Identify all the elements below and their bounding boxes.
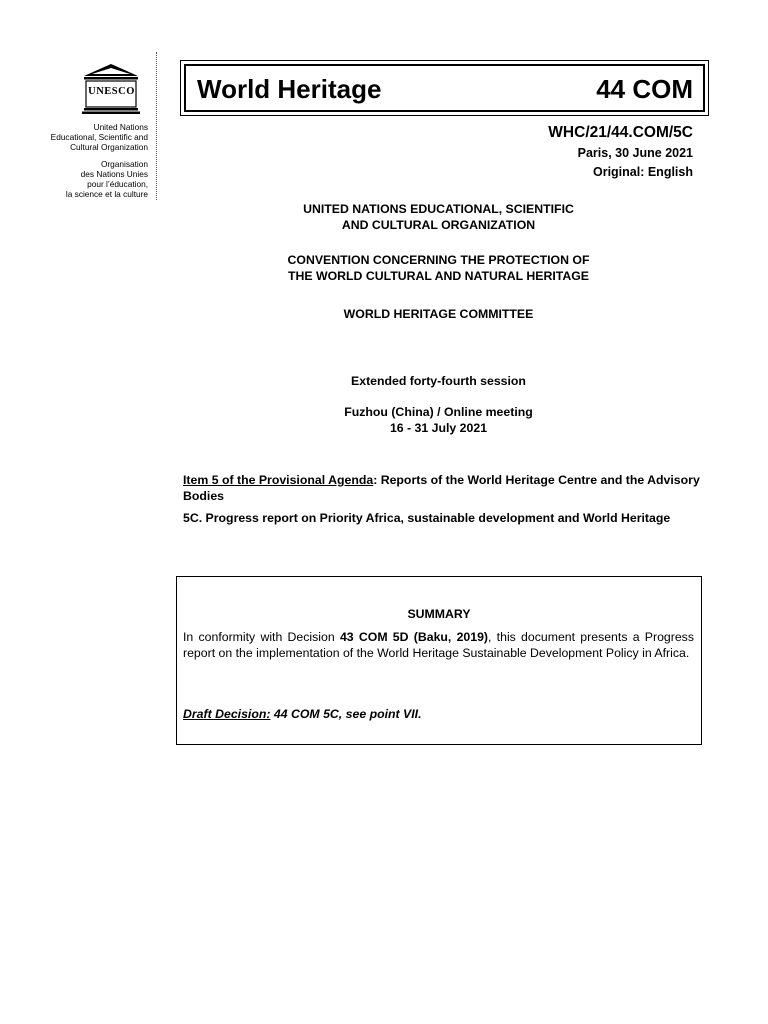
session-dates: 16 - 31 July 2021 <box>389 420 488 435</box>
agenda-item-label: Item 5 of the Provisional Agenda <box>183 473 374 487</box>
draft-decision-text: 44 COM 5C, see point VII. <box>270 707 422 721</box>
original-language: Original: English <box>592 165 693 179</box>
session-name: Extended forty-fourth session <box>351 374 526 388</box>
convention-line: CONVENTION CONCERNING THE PROTECTION OF <box>287 253 590 267</box>
header-frame <box>180 60 709 116</box>
header-title: World Heritage <box>197 74 382 104</box>
name-fr-line: la science et la culture <box>65 189 148 199</box>
unesco-wordmark: UNESCO <box>88 86 135 97</box>
summary-text-start: In conformity with Decision <box>183 630 340 644</box>
logo-divider <box>156 52 157 200</box>
name-en-line: United Nations <box>93 122 148 132</box>
committee-heading: WORLD HERITAGE COMMITTEE <box>343 307 534 321</box>
unesco-name <box>40 122 148 199</box>
unesco-logo <box>40 52 165 202</box>
organization-line: AND CULTURAL ORGANIZATION <box>341 217 536 232</box>
summary-box <box>176 576 702 745</box>
name-en-line: Educational, Scientific and <box>50 132 148 142</box>
decision-reference: 43 COM 5D (Baku, 2019) <box>339 630 489 644</box>
organization-line: UNITED NATIONS EDUCATIONAL, SCIENTIFIC <box>303 202 574 216</box>
organization-heading <box>180 202 697 233</box>
name-fr-line: des Nations Unies <box>80 169 148 179</box>
name-fr-line: pour l’éducation, <box>87 179 148 189</box>
name-fr-line: Organisation <box>100 159 148 169</box>
header-session-code: 44 COM <box>596 74 693 104</box>
draft-decision <box>183 707 421 721</box>
convention-line: THE WORLD CULTURAL AND NATURAL HERITAGE <box>287 268 590 283</box>
session-location-dates <box>180 405 697 436</box>
summary-text <box>183 629 694 661</box>
summary-text-end: , this document presents a Progress report on the implementation of the World Heritage Sustainable Development Policy in Africa. <box>183 630 694 660</box>
place-date: Paris, 30 June 2021 <box>577 146 693 160</box>
document-code: WHC/21/44.COM/5C <box>548 124 693 141</box>
session-location: Fuzhou (China) / Online meeting <box>344 405 533 419</box>
summary-title: SUMMARY <box>407 607 471 621</box>
draft-decision-label: Draft Decision: <box>183 707 271 721</box>
name-en-line: Cultural Organization <box>70 142 148 152</box>
agenda-subitem: 5C. Progress report on Priority Africa, sustainable development and World Heritage <box>183 511 671 525</box>
agenda-item <box>183 473 703 504</box>
agenda-item-text: : Reports of the World Heritage Centre and the Advisory Bodies <box>183 473 700 503</box>
convention-heading <box>180 253 697 284</box>
